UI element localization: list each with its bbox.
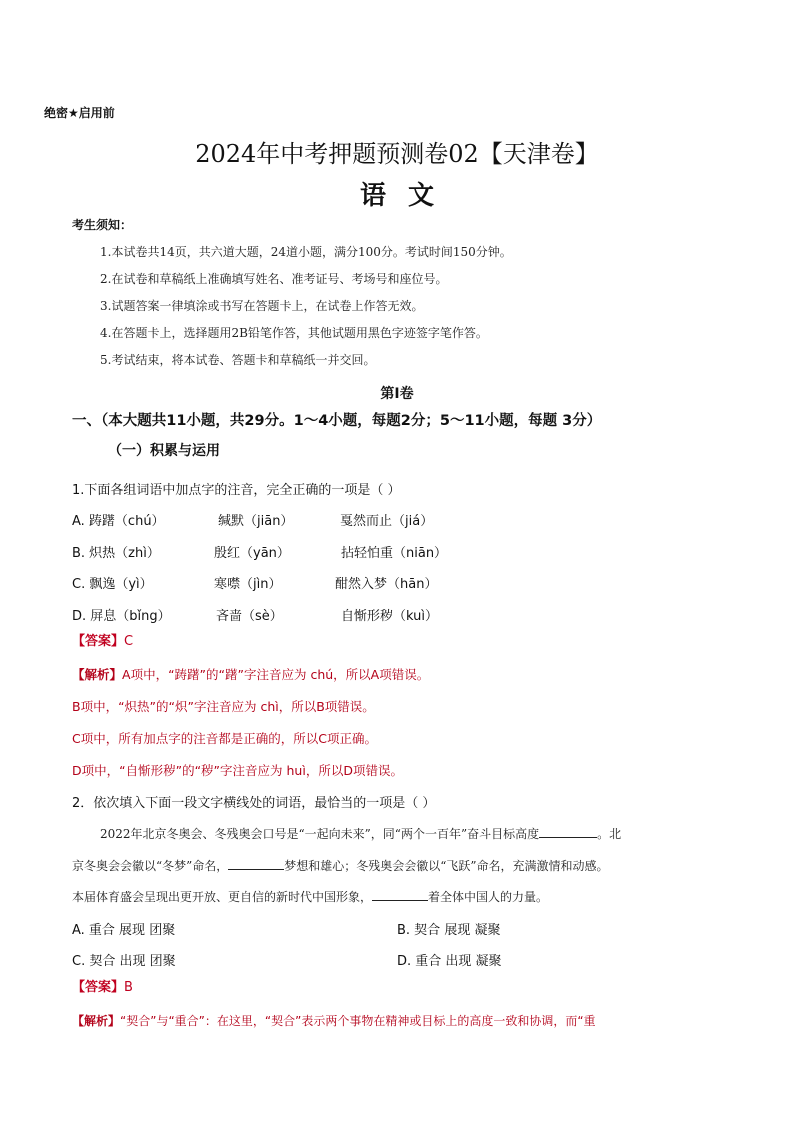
answer-tag: 【答案】 bbox=[72, 634, 125, 649]
q2-passage-line-1 bbox=[100, 825, 621, 842]
q1-option-c-col2: 寒噤（jìn） bbox=[214, 577, 282, 592]
fill-blank-1 bbox=[539, 825, 597, 838]
notice-item: 4.在答题卡上，选择题用2B铅笔作答，其他试题用黑色字迹签字笔作答。 bbox=[100, 326, 488, 340]
q2-option-c: C. 契合 出现 团聚 bbox=[72, 954, 176, 969]
q1-analysis-line-2: B项中，“炽热”的“炽”字注音应为 chì，所以B项错误。 bbox=[72, 699, 375, 714]
q1-option-d-col3: 自惭形秽（kuì） bbox=[341, 609, 438, 624]
q1-option-c-col3: 酣然入梦（hān） bbox=[335, 577, 438, 592]
confidential-label: 绝密★启用前 bbox=[44, 106, 115, 120]
q1-analysis-line-4: D项中，“自惭形秽”的“秽”字注音应为 huì，所以D项错误。 bbox=[72, 763, 403, 778]
passage-text: 2022年北京冬奥会、冬残奥会口号是“一起向未来”，同“两个一百年”奋斗目标高度 bbox=[100, 827, 540, 841]
q1-answer bbox=[72, 630, 133, 649]
q2-passage-line-2 bbox=[72, 857, 609, 874]
notice-item: 3.试题答案一律填涂或书写在答题卡上，在试卷上作答无效。 bbox=[100, 299, 424, 313]
analysis-text: “契合”与“重合”：在这里，“契合”表示两个事物在精神或目标上的高度一致和协调，而“重 bbox=[120, 1014, 596, 1028]
q1-option-b-col2: 殷红（yān） bbox=[214, 546, 290, 561]
q1-analysis-line-3: C项中，所有加点字的注音都是正确的，所以C项正确。 bbox=[72, 731, 377, 746]
analysis-tag: 【解析】 bbox=[72, 1014, 121, 1028]
notice-item: 1.本试卷共14页，共六道大题，24道小题，满分100分。考试时间150分钟。 bbox=[100, 245, 512, 259]
section-heading: 一、（本大题共11小题，共29分。1～4小题，每题2分；5～11小题，每题 3分） bbox=[72, 413, 602, 429]
passage-text: 梦想和雄心；冬残奥会会徽以“飞跃”命名，充满激情和动感。 bbox=[284, 859, 609, 873]
question-2-stem: 2．依次填入下面一段文字横线处的词语，最恰当的一项是（ ） bbox=[72, 796, 436, 811]
passage-text: 京冬奥会会徽以“冬梦”命名， bbox=[72, 859, 229, 873]
passage-text: 。北 bbox=[597, 827, 622, 841]
q1-option-d-col1: D. 屏息（bǐng） bbox=[72, 609, 171, 624]
exam-title: 2024年中考押题预测卷02【天津卷】 bbox=[195, 140, 599, 168]
answer-value: C bbox=[124, 634, 134, 649]
q1-option-c-col1: C. 飘逸（yì） bbox=[72, 577, 153, 592]
notice-item: 5.考试结束，将本试卷、答题卡和草稿纸一并交回。 bbox=[100, 353, 376, 367]
notice-heading: 考生须知： bbox=[72, 218, 133, 232]
subsection-heading: （一）积累与运用 bbox=[108, 443, 220, 459]
q1-option-b-col1: B. 炽热（zhì） bbox=[72, 546, 160, 561]
q2-passage-line-3 bbox=[72, 888, 548, 905]
q1-option-a-col2: 缄默（jiān） bbox=[218, 514, 294, 529]
passage-text: 着全体中国人的力量。 bbox=[428, 890, 549, 904]
q2-answer bbox=[72, 976, 133, 995]
q1-option-a-col3: 戛然而止（jiá） bbox=[340, 514, 434, 529]
q1-option-a-col1: A. 踌躇（chú） bbox=[72, 514, 165, 529]
q1-analysis-line-1 bbox=[72, 665, 429, 683]
q2-analysis-line-1 bbox=[72, 1012, 596, 1029]
passage-text: 本届体育盛会呈现出更开放、更自信的新时代中国形象， bbox=[72, 890, 373, 904]
fill-blank-3 bbox=[372, 888, 428, 901]
q2-option-d: D. 重合 出现 凝聚 bbox=[397, 954, 502, 969]
volume-heading: 第Ⅰ卷 bbox=[380, 386, 414, 402]
q2-option-a: A. 重合 展现 团聚 bbox=[72, 923, 176, 938]
answer-value: B bbox=[124, 980, 133, 995]
q1-option-d-col2: 吝啬（sè） bbox=[216, 609, 283, 624]
question-1-stem: 1.下面各组词语中加点字的注音，完全正确的一项是（ ） bbox=[72, 483, 401, 498]
notice-item: 2.在试卷和草稿纸上准确填写姓名、准考证号、考场号和座位号。 bbox=[100, 272, 448, 286]
fill-blank-2 bbox=[228, 857, 284, 870]
q1-option-b-col3: 拈轻怕重（niān） bbox=[341, 546, 448, 561]
answer-tag: 【答案】 bbox=[72, 980, 125, 995]
q2-option-b: B. 契合 展现 凝聚 bbox=[397, 923, 501, 938]
subject-title: 语文 bbox=[359, 181, 456, 211]
analysis-tag: 【解析】 bbox=[72, 667, 123, 682]
analysis-text: A项中，“踌躇”的“躇”字注音应为 chú，所以A项错误。 bbox=[122, 667, 430, 682]
